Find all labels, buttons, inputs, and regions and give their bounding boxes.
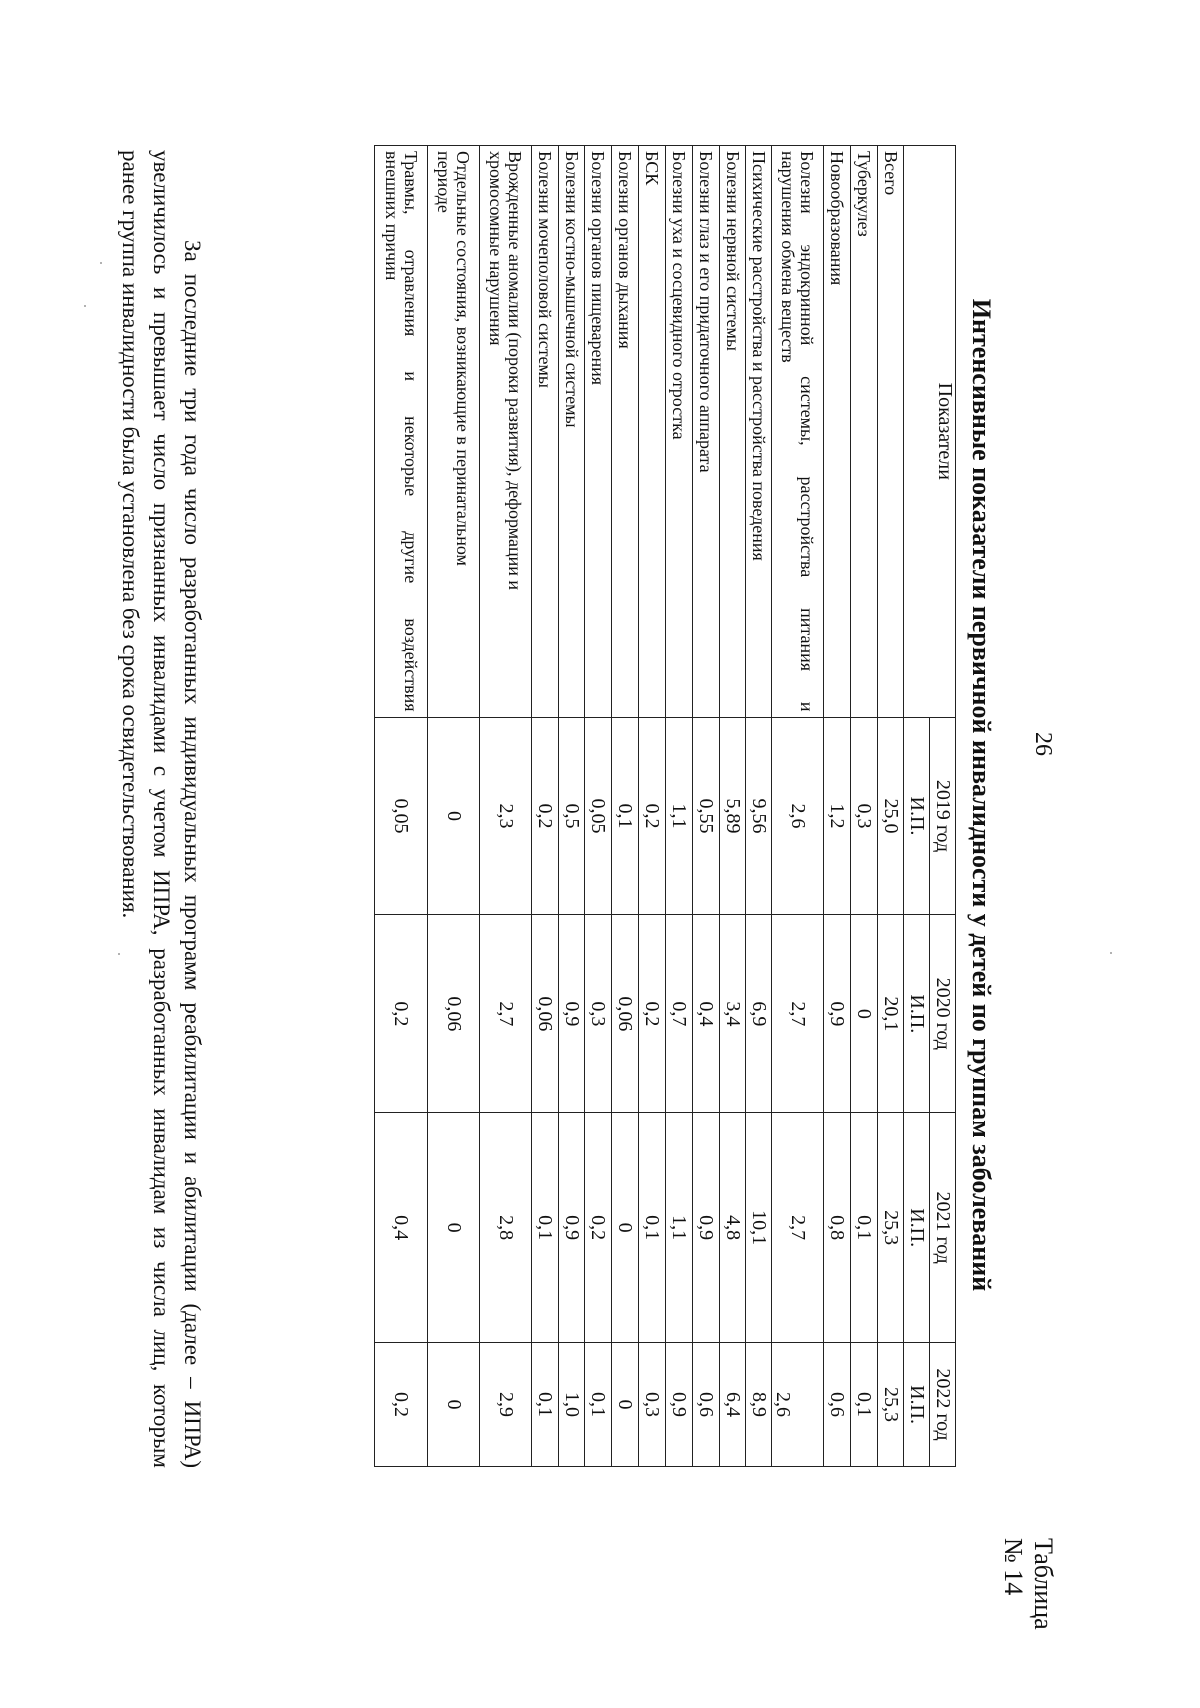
header-year-2019: 2019 год bbox=[930, 717, 956, 915]
value-cell: 20,1 bbox=[878, 915, 904, 1113]
row-label: Туберкулез bbox=[851, 146, 878, 718]
value-cell: 0,9 bbox=[559, 915, 585, 1113]
table-row bbox=[772, 146, 824, 1467]
table-row bbox=[428, 146, 480, 1467]
value-cell: 0,3 bbox=[639, 1343, 666, 1467]
value-cell: 0,1 bbox=[851, 1113, 878, 1343]
table-row bbox=[585, 146, 612, 1467]
table-row bbox=[878, 146, 904, 1467]
value-cell: 0,1 bbox=[639, 1113, 666, 1343]
rotated-page bbox=[64, 0, 1064, 1630]
value-cell: 0,3 bbox=[585, 915, 612, 1113]
table-row bbox=[480, 146, 532, 1467]
value-cell: 0,6 bbox=[824, 1343, 851, 1467]
row-label-line: хромосомные нарушения bbox=[486, 151, 507, 346]
value-cell: 2,7 bbox=[772, 915, 824, 1113]
value-cell: 0,55 bbox=[693, 717, 720, 915]
paragraph-line: За последние три года число разработанных индивидуальных программ реабилитации и абилитации (далее – ИПРА) bbox=[180, 240, 205, 1468]
row-label: Болезни мочеполовой системы bbox=[532, 146, 559, 718]
value-cell: 0,06 bbox=[532, 915, 559, 1113]
row-label-line: Травмы, отравления и некоторые другие воздействия bbox=[400, 151, 421, 712]
page-number: 26 bbox=[1030, 732, 1056, 756]
table-row bbox=[824, 146, 851, 1467]
table-row bbox=[746, 146, 772, 1467]
table-row bbox=[720, 146, 746, 1467]
paragraph-line: ранее группа инвалидности была установлена без срока освидетельствования. bbox=[118, 150, 143, 919]
header-indicators: Показатели bbox=[904, 146, 956, 718]
row-label bbox=[428, 146, 480, 718]
value-cell: 1,1 bbox=[666, 1113, 693, 1343]
value-cell: 1,2 bbox=[824, 717, 851, 915]
value-cell: 0,1 bbox=[585, 1343, 612, 1467]
value-cell: 0,9 bbox=[666, 1343, 693, 1467]
value-cell: 0 bbox=[428, 717, 480, 915]
value-cell: 0,9 bbox=[559, 1113, 585, 1343]
value-cell: 1,1 bbox=[666, 717, 693, 915]
row-label: Психические расстройства и расстройства поведения bbox=[746, 146, 772, 718]
value-cell: 9,56 bbox=[746, 717, 772, 915]
row-label: Болезни глаз и его придаточного аппарата bbox=[693, 146, 720, 718]
table-row bbox=[693, 146, 720, 1467]
value-cell: 25,3 bbox=[878, 1343, 904, 1467]
row-label: Болезни костно-мышечной системы bbox=[559, 146, 585, 718]
row-label bbox=[480, 146, 532, 718]
value-cell: 0,2 bbox=[532, 717, 559, 915]
value-cell: 6,9 bbox=[746, 915, 772, 1113]
value-cell: 0 bbox=[612, 1113, 639, 1343]
row-label-line: внешних причин bbox=[382, 151, 402, 281]
row-label: Болезни органов дыхания bbox=[612, 146, 639, 718]
value-cell: 0,5 bbox=[559, 717, 585, 915]
row-label: Болезни нервной системы bbox=[720, 146, 746, 718]
header-ip: И.П. bbox=[904, 915, 930, 1113]
value-cell: 0,2 bbox=[585, 1113, 612, 1343]
header-year-2020: 2020 год bbox=[930, 915, 956, 1113]
row-label-line: Болезни эндокринной системы, расстройства питания и bbox=[797, 151, 818, 712]
table-row bbox=[612, 146, 639, 1467]
scan-speck bbox=[1110, 952, 1112, 954]
value-cell: 5,89 bbox=[720, 717, 746, 915]
row-label bbox=[375, 146, 428, 718]
row-label: Новообразования bbox=[824, 146, 851, 718]
paragraph-line: увеличилось и превышает число признанных инвалидами с учетом ИПРА, разработанных инвалидам из числа лиц, которым bbox=[149, 150, 174, 1468]
value-cell: 1,0 bbox=[559, 1343, 585, 1467]
value-cell: 0,06 bbox=[428, 915, 480, 1113]
value-cell: 10,1 bbox=[746, 1113, 772, 1343]
value-cell: 2,9 bbox=[480, 1343, 532, 1467]
header-ip: И.П. bbox=[904, 1113, 930, 1343]
value-cell: 0,9 bbox=[693, 1113, 720, 1343]
value-cell: 0,2 bbox=[375, 1343, 428, 1467]
value-cell: 0 bbox=[851, 915, 878, 1113]
value-cell: 0,1 bbox=[612, 717, 639, 915]
value-cell: 2,6 bbox=[772, 1343, 824, 1467]
value-cell: 0,9 bbox=[824, 915, 851, 1113]
table-label: Таблица № 14 bbox=[999, 1538, 1058, 1630]
row-label-line: периоде bbox=[434, 151, 455, 213]
value-cell: 0,1 bbox=[532, 1343, 559, 1467]
row-label-line: нарушения обмена веществ bbox=[778, 151, 799, 363]
value-cell: 4,8 bbox=[720, 1113, 746, 1343]
value-cell: 0,1 bbox=[851, 1343, 878, 1467]
value-cell: 0 bbox=[612, 1343, 639, 1467]
value-cell: 0,6 bbox=[693, 1343, 720, 1467]
value-cell: 2,7 bbox=[480, 915, 532, 1113]
value-cell: 0 bbox=[428, 1343, 480, 1467]
value-cell: 0,8 bbox=[824, 1113, 851, 1343]
table-row bbox=[532, 146, 559, 1467]
header-ip: И.П. bbox=[904, 717, 930, 915]
disability-table bbox=[374, 145, 956, 1467]
row-label: Болезни уха и сосцевидного отростка bbox=[666, 146, 693, 718]
value-cell: 8,9 bbox=[746, 1343, 772, 1467]
value-cell: 25,3 bbox=[878, 1113, 904, 1343]
value-cell: 0,4 bbox=[693, 915, 720, 1113]
value-cell: 2,8 bbox=[480, 1113, 532, 1343]
value-cell: 2,7 bbox=[772, 1113, 824, 1343]
header-ip: И.П. bbox=[904, 1343, 930, 1467]
value-cell: 2,6 bbox=[772, 717, 824, 915]
table-row bbox=[851, 146, 878, 1467]
value-cell: 2,3 bbox=[480, 717, 532, 915]
value-cell: 0,2 bbox=[639, 717, 666, 915]
body-paragraph bbox=[115, 150, 208, 1468]
value-cell: 0,2 bbox=[639, 915, 666, 1113]
row-label-line: Врожденные аномалии (пороки развития), деформации и bbox=[505, 151, 526, 590]
value-cell: 0 bbox=[428, 1113, 480, 1343]
value-cell: 0,7 bbox=[666, 915, 693, 1113]
value-cell: 0,4 bbox=[375, 1113, 428, 1343]
value-cell: 0,05 bbox=[585, 717, 612, 915]
value-cell: 0,3 bbox=[851, 717, 878, 915]
header-year-2021: 2021 год bbox=[930, 1113, 956, 1343]
table-row bbox=[375, 146, 428, 1467]
value-cell: 0,1 bbox=[532, 1113, 559, 1343]
row-label: БСК bbox=[639, 146, 666, 718]
row-label: Всего bbox=[878, 146, 904, 718]
value-cell: 3,4 bbox=[720, 915, 746, 1113]
table-caption: Интенсивные показатели первичной инвалидности у детей по группам заболеваний bbox=[967, 298, 996, 1292]
header-year-2022: 2022 год bbox=[930, 1343, 956, 1467]
value-cell: 6,4 bbox=[720, 1343, 746, 1467]
table-row bbox=[559, 146, 585, 1467]
row-label: Болезни органов пищеварения bbox=[585, 146, 612, 718]
row-label bbox=[772, 146, 824, 718]
table-row bbox=[666, 146, 693, 1467]
row-label-line: Отдельные состояния, возникающие в перинатальном bbox=[453, 151, 474, 566]
value-cell: 25,0 bbox=[878, 717, 904, 915]
table-row bbox=[639, 146, 666, 1467]
value-cell: 0,06 bbox=[612, 915, 639, 1113]
value-cell: 0,05 bbox=[375, 717, 428, 915]
value-cell: 0,2 bbox=[375, 915, 428, 1113]
